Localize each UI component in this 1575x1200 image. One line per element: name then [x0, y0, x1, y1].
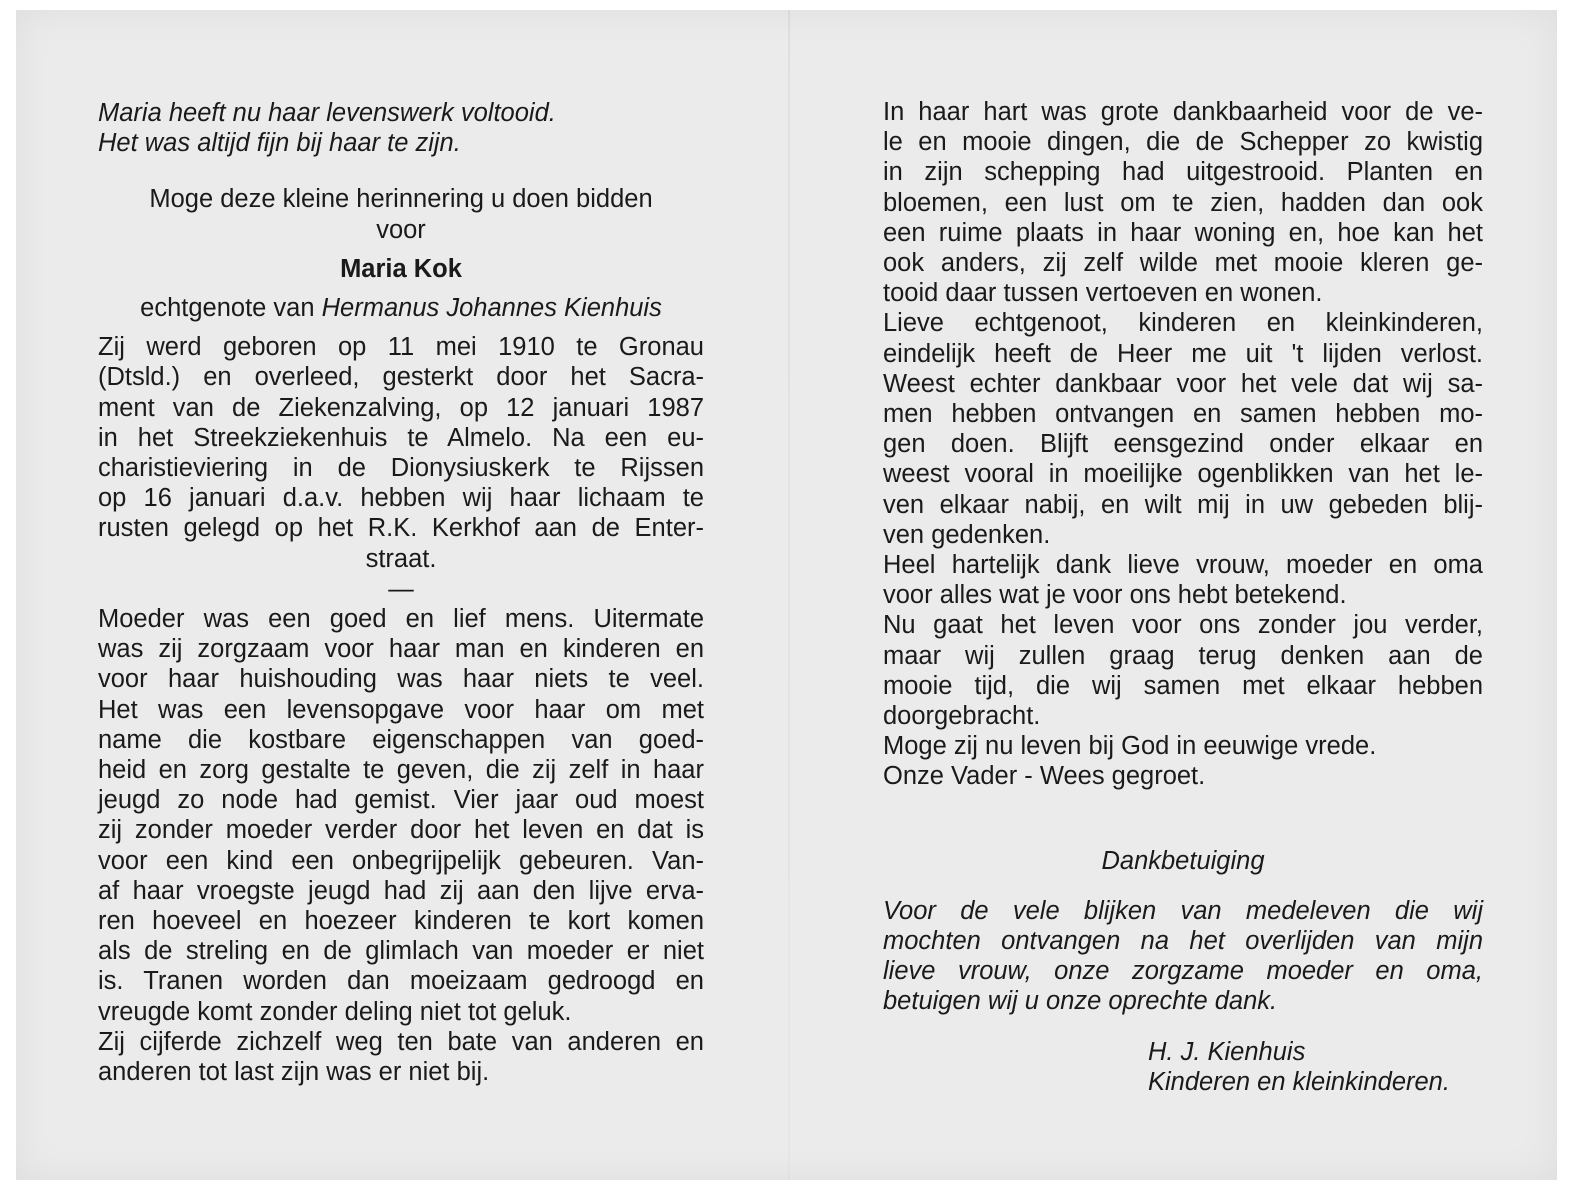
text-line: gen doen. Blijft eensgezind onder elkaar en	[883, 430, 1483, 459]
text-line: bloemen, een lust om te zien, hadden dan ook	[883, 188, 1483, 217]
motto-line: Maria heeft nu haar levenswerk voltooid.	[98, 99, 556, 127]
spouse-prefix: echtgenote van	[140, 294, 315, 323]
text-line: voor alles wat je voor ons hebt betekend.	[883, 581, 1347, 610]
signature-line: Kinderen en kleinkinderen.	[1148, 1067, 1450, 1096]
bio-line: charistieviering in de Dionysiuskerk te Rijssen	[98, 454, 704, 483]
text-line: le en mooie dingen, die de Schepper zo kwistig	[883, 128, 1483, 157]
bio-line: rusten gelegd op het R.K. Kerkhof aan de Enter-	[98, 514, 704, 543]
thanks-line: mochten ontvangen na het overlijden van mijn	[883, 927, 1483, 956]
text-line: ook anders, zij zelf wilde met mooie kleren ge-	[883, 249, 1483, 278]
text-line: Weest echter dankbaar voor het vele dat wij sa-	[883, 369, 1483, 398]
story-line: Het was een levensopgave voor haar om met	[98, 695, 704, 724]
story-line: als de streling en de glimlach van moeder er niet	[98, 937, 704, 966]
thanks-line: betuigen wij u onze oprechte dank.	[883, 987, 1278, 1016]
story-line: voor een kind een onbegrijpelijk gebeuren. Van-	[98, 846, 704, 875]
story-line: voor haar huishouding was haar niets te veel.	[98, 665, 704, 694]
text-line: Heel hartelijk dank lieve vrouw, moeder en oma	[883, 551, 1483, 580]
motto-line: Het was altijd fijn bij haar te zijn.	[98, 129, 461, 158]
thanks-title: Dankbetuiging	[1101, 846, 1265, 875]
text-line: tooid daar tussen vertoeven en wonen.	[883, 279, 1323, 308]
story-line: is. Tranen worden dan moeizaam gedroogd en	[98, 967, 704, 996]
deceased-name: Maria Kok	[340, 254, 462, 283]
story-line: was zij zorgzaam voor haar man en kinderen en	[98, 635, 704, 664]
bio-line: in het Streekziekenhuis te Almelo. Na een eu-	[98, 423, 704, 452]
text-line: Onze Vader - Wees gegroet.	[883, 762, 1206, 791]
left-page	[98, 98, 704, 1087]
text-line: In haar hart was grote dankbaarheid voor de ve-	[883, 98, 1483, 126]
spouse-name: Hermanus Johannes Kienhuis	[321, 294, 662, 323]
story-line: name die kostbare eigenschappen van goed-	[98, 725, 704, 754]
story-line: jeugd zo node had gemist. Vier jaar oud moest	[98, 786, 704, 815]
prayer-request-line: voor	[376, 215, 426, 244]
thanks-line: lieve vrouw, onze zorgzame moeder en oma,	[883, 957, 1483, 986]
text-line: ven elkaar nabij, en wilt mij in uw gebeden blij-	[883, 490, 1483, 519]
bio-line-last: straat.	[365, 544, 437, 573]
text-line: Nu gaat het leven voor ons zonder jou verder,	[883, 611, 1483, 640]
story-line: vreugde komt zonder deling niet tot geluk.	[98, 997, 572, 1026]
story-line: Zij cijferde zichzelf weg ten bate van anderen en	[98, 1027, 704, 1056]
story-line: af haar vroegste jeugd had zij aan den lijve erva-	[98, 876, 704, 905]
thanks-line: Voor de vele blijken van medeleven die wij	[883, 896, 1483, 925]
signature-line: H. J. Kienhuis	[1148, 1037, 1306, 1066]
spouse-line	[98, 293, 704, 323]
story-line: anderen tot last zijn was er niet bij.	[98, 1058, 490, 1087]
separator-dash: —	[388, 574, 414, 603]
text-line: mooie tijd, die wij samen met elkaar hebben	[883, 671, 1483, 700]
card-fold	[788, 10, 790, 1180]
text-line: eindelijk heeft de Heer me uit 't lijden verlost.	[883, 339, 1483, 368]
prayer-request-line: Moge deze kleine herinnering u doen bidden	[149, 185, 653, 214]
text-line: ven gedenken.	[883, 520, 1051, 549]
text-line: maar wij zullen graag terug denken aan de	[883, 641, 1483, 670]
bio-line: (Dtsld.) en overleed, gesterkt door het Sacra-	[98, 363, 704, 392]
story-line: Moeder was een goed en lief mens. Uitermate	[98, 605, 704, 634]
story-line: ren hoeveel en hoezeer kinderen te kort komen	[98, 907, 704, 936]
bio-line: ment van de Ziekenzalving, op 12 januari 1987	[98, 393, 704, 422]
text-line: weest vooral in moeilijke ogenblikken van het le-	[883, 460, 1483, 489]
text-line: Lieve echtgenoot, kinderen en kleinkinderen,	[883, 309, 1483, 338]
story-line: heid en zorg gestalte te geven, die zij zelf in haar	[98, 756, 704, 785]
text-line: in zijn schepping had uitgestrooid. Planten en	[883, 158, 1483, 187]
text-line: men hebben ontvangen en samen hebben mo-	[883, 400, 1483, 429]
right-page	[883, 97, 1483, 1097]
bio-line: op 16 januari d.a.v. hebben wij haar lichaam te	[98, 484, 704, 513]
bio-line: Zij werd geboren op 11 mei 1910 te Gronau	[98, 333, 704, 362]
story-line: zij zonder moeder verder door het leven en dat is	[98, 816, 704, 845]
text-line: doorgebracht.	[883, 702, 1041, 731]
text-line: Moge zij nu leven bij God in eeuwige vrede.	[883, 732, 1377, 761]
text-line: een ruime plaats in haar woning en, hoe kan het	[883, 218, 1483, 247]
